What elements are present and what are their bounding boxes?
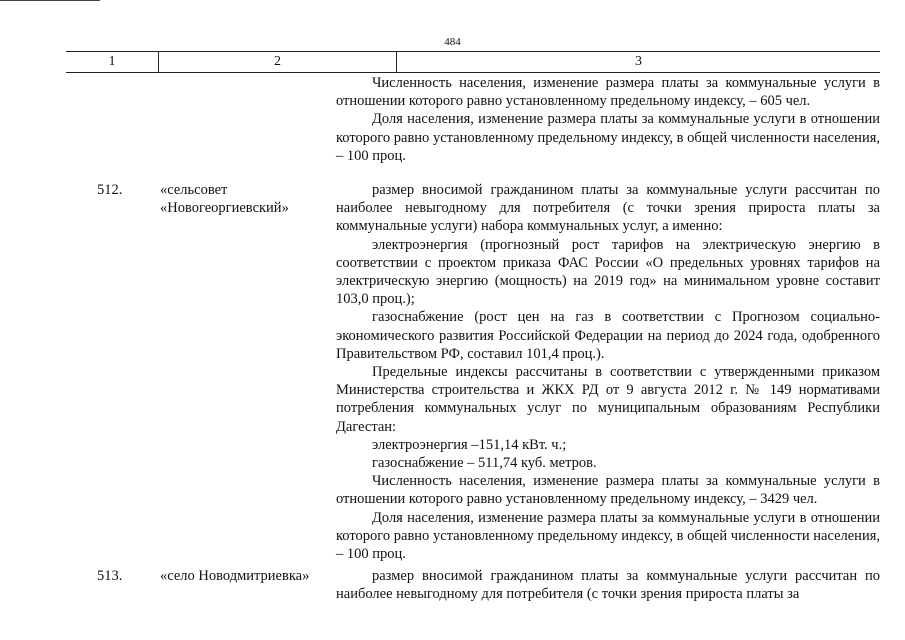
entry-number: 512.: [97, 182, 123, 198]
corner-scan-line: [0, 0, 100, 1]
entry-name: «село Новодмитриевка»: [160, 568, 310, 584]
column-header-3: 3: [635, 54, 642, 69]
column-header-1: 1: [108, 54, 116, 69]
entry-content: [336, 567, 880, 603]
entry-content: [336, 181, 880, 563]
entry-name: «сельсовет «Новогеоргиевский»: [160, 182, 289, 217]
entry-paragraph: Предельные индексы рассчитаны в соответствии с утвержденными приказом Министерства строительства и ЖКХ РД от 9 августа 2012 г. № 149 нормативами потребления коммунальных услуг по муниципальным образованиям Республики Дагестан:: [336, 364, 880, 435]
column-header-2: 2: [274, 54, 281, 69]
entry-paragraph: Численность населения, изменение размера платы за коммунальные услуги в отношении которого равно установленному предельному индексу, – 605 чел.: [336, 75, 880, 110]
entry-paragraph: газоснабжение (рост цен на газ в соответствии с Прогнозом социально-экономического развития Российской Федерации на период до 2024 года, одобренного Правительством РФ, составил 101,4 проц.).: [336, 309, 880, 362]
entry-paragraph: электроэнергия (прогнозный рост тарифов на электрическую энергию в соответствии с проектом приказа ФАС России «О предельных уровнях тарифов на электрическую энергию (мощность) на 2019 год» на минимальном уровне составит 103,0 проц.);: [336, 236, 880, 308]
entry-paragraph: электроэнергия –151,14 кВт. ч.;: [372, 436, 567, 453]
entry-paragraph: Доля населения, изменение размера платы за коммунальные услуги в отношении которого равно установленному предельному индексу, в общей численности населения, – 100 проц.: [336, 509, 880, 563]
table-header-row: [66, 51, 880, 73]
entry-paragraph: размер вносимой гражданином платы за коммунальные услуги рассчитан по наиболее невыгодному для потребителя (с точки зрения прироста платы за коммунальные услуги) набора коммунальных услуг, а именно:: [336, 182, 880, 235]
page-number: 484: [444, 36, 461, 48]
entry-paragraph: газоснабжение – 511,74 куб. метров.: [372, 455, 597, 472]
entry-number: 513.: [97, 568, 123, 584]
entry-paragraph: размер вносимой гражданином платы за коммунальные услуги рассчитан по наиболее невыгодному для потребителя (с точки зрения прироста платы за: [336, 568, 880, 603]
entry-paragraph: Доля населения, изменение размера платы за коммунальные услуги в отношении которого равно установленному предельному индексу, в общей численности населения, – 100 проц.: [336, 111, 880, 164]
entry-paragraph: Численность населения, изменение размера платы за коммунальные услуги в отношении которого равно установленному предельному индексу, – 3429 чел.: [336, 473, 880, 508]
entry-content: [336, 74, 880, 165]
